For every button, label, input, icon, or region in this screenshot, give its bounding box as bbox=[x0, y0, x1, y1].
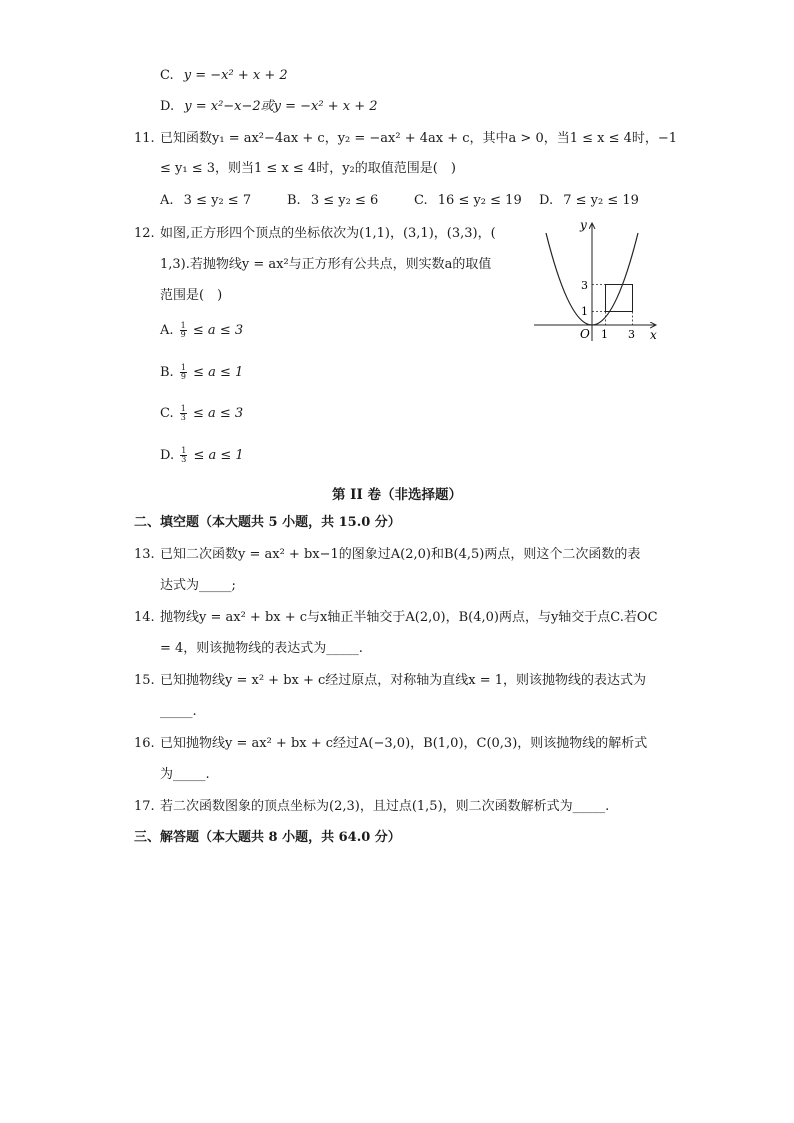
q10-option-d bbox=[160, 98, 378, 116]
option-label: A. bbox=[160, 193, 174, 208]
part2-title: 第 II 卷（非选择题） bbox=[331, 487, 463, 503]
q11-option-c bbox=[414, 192, 522, 210]
origin-label: O bbox=[580, 327, 590, 341]
q17-number: 17. bbox=[134, 799, 155, 814]
fraction-numerator: 1 bbox=[180, 363, 186, 372]
option-text: ≤ a ≤ 3 bbox=[193, 406, 244, 421]
y-axis-label: y bbox=[580, 218, 587, 232]
option-text: ≤ a ≤ 1 bbox=[193, 365, 244, 380]
q16-text-line2: 为_____. bbox=[160, 767, 210, 782]
q12-option-b bbox=[160, 364, 243, 382]
q10-option-c bbox=[160, 67, 288, 85]
q14-text-line1: 抛物线y = ax² + bx + c与x轴正半轴交于A(2,0)，B(4,0)两点，与y轴交于点C.若OC bbox=[160, 610, 658, 625]
option-text: 16 ≤ y₂ ≤ 19 bbox=[437, 193, 522, 208]
q15-number: 15. bbox=[134, 673, 155, 688]
option-text: 7 ≤ y₂ ≤ 19 bbox=[563, 193, 639, 208]
q13-text-line1: 已知二次函数y = ax² + bx−1的图象过A(2,0)和B(4,5)两点，则这个二次函数的表 bbox=[160, 547, 641, 562]
fraction-denominator: 3 bbox=[181, 455, 187, 464]
q12-option-a bbox=[160, 322, 243, 340]
q12-text-line3: 范围是( ) bbox=[160, 288, 223, 303]
fraction-numerator: 1 bbox=[180, 404, 186, 413]
fraction-numerator: 1 bbox=[181, 446, 187, 455]
q12-option-c bbox=[160, 405, 243, 423]
q12-parabola-figure bbox=[528, 215, 668, 345]
option-label: D. bbox=[160, 99, 175, 114]
q13-number: 13. bbox=[134, 547, 155, 562]
fraction-denominator: 3 bbox=[180, 413, 186, 422]
q13-text-line2: 达式为_____; bbox=[160, 578, 236, 593]
option-label: C. bbox=[160, 406, 174, 421]
option-label: C. bbox=[414, 193, 428, 208]
q11-option-d bbox=[539, 192, 639, 210]
fraction-denominator: 9 bbox=[180, 330, 186, 339]
option-text: ≤ a ≤ 3 bbox=[192, 323, 244, 338]
option-text: y = −x² + x + 2 bbox=[183, 68, 288, 83]
q11-option-b bbox=[287, 192, 378, 210]
square bbox=[606, 285, 633, 312]
fraction bbox=[180, 405, 187, 422]
fraction bbox=[180, 364, 187, 381]
q12-text-line1: 如图,正方形四个顶点的坐标依次为(1,1)，(3,1)，(3,3)，( bbox=[160, 226, 496, 241]
q11-option-a bbox=[160, 192, 251, 210]
fraction bbox=[180, 447, 187, 464]
x-tick-1: 1 bbox=[601, 328, 608, 341]
fraction-numerator: 1 bbox=[180, 321, 186, 330]
fraction bbox=[180, 322, 187, 339]
q16-text-line1: 已知抛物线y = ax² + bx + c经过A(−3,0)，B(1,0)，C(0,3)，则该抛物线的解析式 bbox=[160, 736, 648, 751]
q12-option-d bbox=[160, 447, 244, 465]
y-tick-1: 1 bbox=[581, 305, 588, 318]
option-label: D. bbox=[160, 448, 175, 463]
q12-text-line2: 1,3).若抛物线y = ax²与正方形有公共点，则实数a的取值 bbox=[160, 257, 492, 272]
q16-number: 16. bbox=[134, 736, 155, 751]
option-text: 3 ≤ y₂ ≤ 6 bbox=[310, 193, 379, 208]
q11-text-line1: 已知函数y₁ = ax²−4ax + c，y₂ = −ax² + 4ax + c，其中a > 0，当1 ≤ x ≤ 4时，−1 bbox=[160, 131, 678, 146]
x-axis-label: x bbox=[650, 328, 657, 342]
option-text: 3 ≤ y₂ ≤ 7 bbox=[183, 193, 252, 208]
section2-heading: 二、填空题（本大题共 5 小题，共 15.0 分） bbox=[134, 515, 401, 530]
q17-text-line1: 若二次函数图象的顶点坐标为(2,3)，且过点(1,5)，则二次函数解析式为_____. bbox=[160, 799, 610, 814]
q14-text-line2: = 4，则该抛物线的表达式为_____. bbox=[160, 641, 363, 656]
q15-text-line1: 已知抛物线y = x² + bx + c经过原点，对称轴为直线x = 1，则该抛物线的表达式为 bbox=[160, 673, 647, 688]
option-text: y = x²−x−2或y = −x² + x + 2 bbox=[184, 99, 378, 114]
section3-heading: 三、解答题（本大题共 8 小题，共 64.0 分） bbox=[134, 830, 401, 845]
option-label: A. bbox=[160, 323, 174, 338]
q11-text-line2: ≤ y₁ ≤ 3，则当1 ≤ x ≤ 4时，y₂的取值范围是( ) bbox=[160, 161, 456, 176]
y-tick-3: 3 bbox=[581, 279, 588, 292]
fraction-denominator: 9 bbox=[180, 372, 186, 381]
option-label: B. bbox=[160, 365, 174, 380]
option-label: D. bbox=[539, 193, 554, 208]
option-label: B. bbox=[287, 193, 301, 208]
option-label: C. bbox=[160, 68, 174, 83]
x-tick-3: 3 bbox=[628, 328, 635, 341]
q15-text-line2: _____. bbox=[160, 704, 197, 719]
option-text: ≤ a ≤ 1 bbox=[193, 448, 244, 463]
q14-number: 14. bbox=[134, 610, 155, 625]
q12-number: 12. bbox=[134, 226, 155, 241]
q11-number: 11. bbox=[134, 131, 155, 146]
